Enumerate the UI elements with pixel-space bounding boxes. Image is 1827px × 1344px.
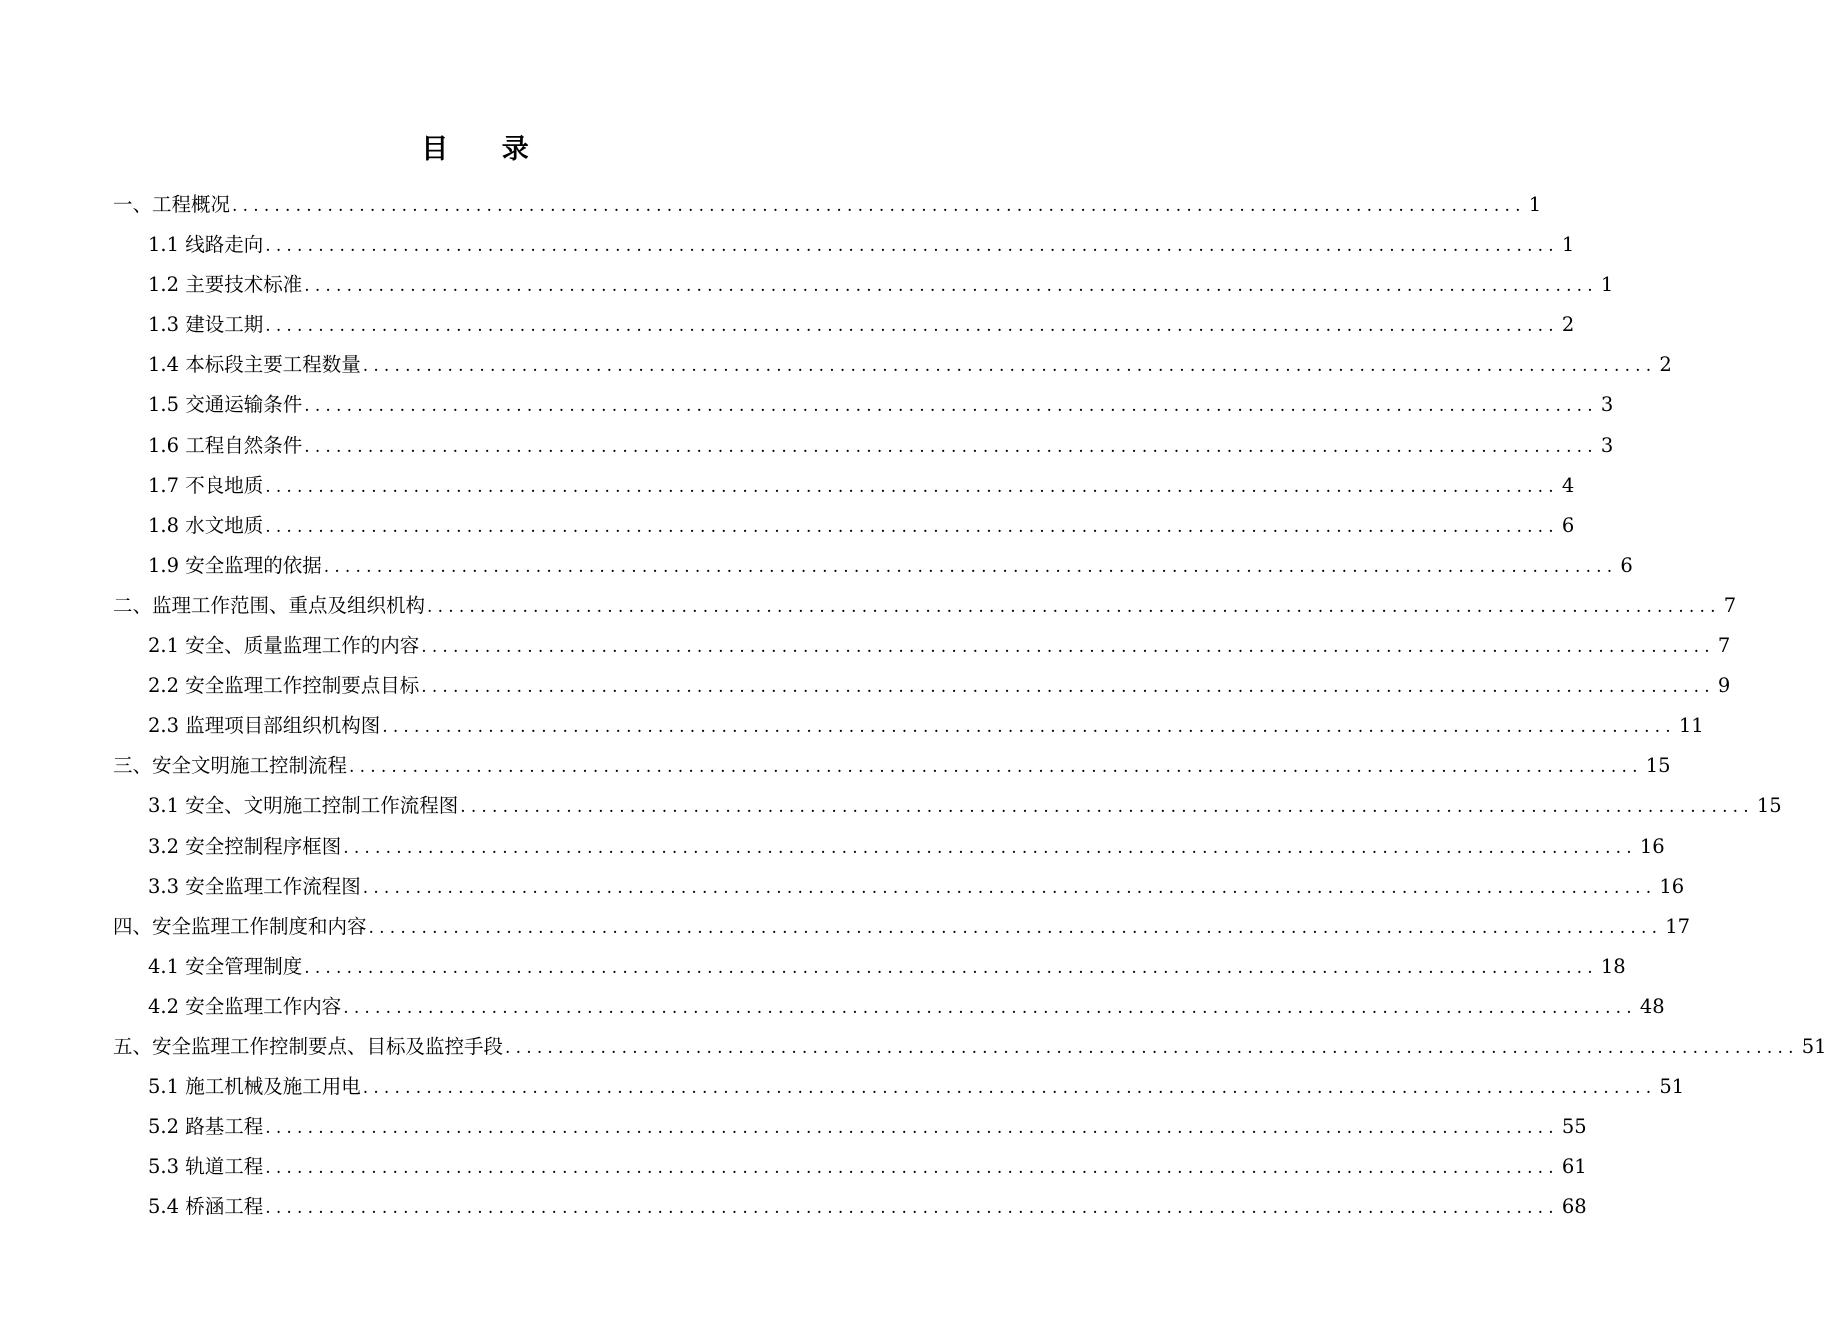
toc-dot-leader: ..........................................................................................................................: [427, 596, 1721, 617]
toc-entry[interactable]: [113, 1107, 1587, 1147]
toc-entry[interactable]: [113, 947, 1626, 987]
toc-dot-leader: ..........................................................................................................................: [362, 877, 1657, 898]
toc-entry-label: 4.1 安全管理制度: [148, 954, 303, 978]
toc-page-number: 3: [1600, 393, 1614, 417]
toc-entry-label: 三、安全文明施工控制流程: [113, 754, 348, 778]
toc-dot-leader: ..........................................................................................................................: [421, 677, 1715, 698]
toc-entry[interactable]: [113, 586, 1737, 626]
toc-page-number: 55: [1561, 1115, 1587, 1139]
toc-entry[interactable]: [113, 185, 1542, 225]
toc-entry-label: 二、监理工作范围、重点及组织机构: [113, 593, 426, 617]
toc-dot-leader: ..........................................................................................................................: [304, 396, 1598, 417]
toc-dot-leader: ..........................................................................................................................: [304, 436, 1598, 457]
toc-entry-label: 2.2 安全监理工作控制要点目标: [148, 674, 420, 698]
toc-entry[interactable]: [113, 426, 1614, 466]
toc-entry[interactable]: [113, 746, 1671, 786]
toc-entry-label: 1.5 交通运输条件: [148, 393, 303, 417]
toc-dot-leader: ..........................................................................................................................: [362, 1078, 1657, 1099]
toc-entry[interactable]: [113, 706, 1704, 746]
toc-entry[interactable]: [113, 1147, 1587, 1187]
toc-entry-label: 1.7 不良地质: [148, 473, 264, 497]
toc-entry[interactable]: [113, 466, 1575, 506]
toc-entry-label: 一、工程概况: [113, 193, 231, 216]
toc-entry-label: 五、安全监理工作控制要点、目标及监控手段: [113, 1034, 504, 1058]
toc-entry-label: 4.2 安全监理工作内容: [148, 994, 342, 1018]
toc-entry[interactable]: [113, 546, 1633, 586]
toc-dot-leader: ..........................................................................................................................: [368, 917, 1663, 938]
toc-dot-leader: ..........................................................................................................................: [265, 1158, 1559, 1179]
toc-dot-leader: ..........................................................................................................................: [265, 1198, 1559, 1219]
toc-dot-leader: ..........................................................................................................................: [304, 276, 1598, 297]
toc-page-number: 6: [1620, 553, 1633, 577]
toc-entry-label: 1.3 建设工期: [148, 313, 264, 337]
toc-page-number: 16: [1639, 834, 1665, 858]
toc-page-number: 15: [1756, 794, 1782, 818]
toc-entry[interactable]: [113, 626, 1731, 666]
toc-entry-label: 5.3 轨道工程: [148, 1155, 264, 1179]
toc-entry[interactable]: [113, 666, 1731, 706]
toc-dot-leader: ..........................................................................................................................: [265, 316, 1559, 337]
toc-entry[interactable]: [113, 345, 1672, 385]
toc-title: 目 录: [421, 134, 551, 165]
toc-entry-label: 四、安全监理工作制度和内容: [113, 914, 367, 938]
toc-entry-label: 5.4 桥涵工程: [148, 1195, 264, 1219]
toc-entry-label: 5.2 路基工程: [148, 1115, 264, 1139]
toc-page-number: 1: [1528, 193, 1542, 216]
toc-page-number: 51: [1659, 1075, 1685, 1099]
toc-dot-leader: ..........................................................................................................................: [362, 356, 1657, 377]
toc-entry[interactable]: [113, 305, 1575, 345]
toc-entry-label: 5.1 施工机械及施工用电: [148, 1075, 361, 1099]
toc-entry[interactable]: [113, 225, 1575, 265]
toc-dot-leader: ..........................................................................................................................: [265, 236, 1559, 257]
toc-entry[interactable]: [113, 827, 1665, 867]
toc-dot-leader: ..........................................................................................................................: [421, 637, 1715, 658]
toc-dot-leader: ..........................................................................................................................: [265, 476, 1559, 497]
toc-dot-leader: ..........................................................................................................................: [232, 196, 1526, 216]
toc-dot-leader: ..........................................................................................................................: [265, 1118, 1559, 1139]
toc-entry-label: 1.2 主要技术标准: [148, 273, 303, 297]
table-of-contents: [113, 185, 1827, 1227]
toc-entry[interactable]: [113, 1067, 1685, 1107]
toc-dot-leader: ..........................................................................................................................: [304, 957, 1598, 978]
toc-entry[interactable]: [113, 506, 1575, 546]
toc-page-number: 18: [1600, 954, 1626, 978]
toc-dot-leader: ..........................................................................................................................: [460, 797, 1754, 818]
toc-dot-leader: ..........................................................................................................................: [323, 556, 1618, 577]
toc-dot-leader: ..........................................................................................................................: [265, 516, 1559, 537]
toc-entry-label: 2.1 安全、质量监理工作的内容: [148, 634, 420, 658]
toc-page-number: 4: [1561, 473, 1575, 497]
toc-page-number: 16: [1659, 874, 1685, 898]
toc-dot-leader: ..........................................................................................................................: [505, 1037, 1799, 1058]
toc-entry[interactable]: [113, 1027, 1827, 1067]
toc-entry-label: 1.8 水文地质: [148, 513, 264, 537]
toc-page-number: 6: [1561, 513, 1575, 537]
toc-entry-label: 3.3 安全监理工作流程图: [148, 874, 361, 898]
toc-entry-label: 2.3 监理项目部组织机构图: [148, 714, 381, 738]
toc-page-number: 11: [1678, 714, 1704, 738]
toc-page-number: 7: [1723, 593, 1737, 617]
toc-page-number: 51: [1801, 1034, 1827, 1058]
toc-page-number: 1: [1561, 233, 1575, 257]
toc-page-number: 9: [1717, 674, 1731, 698]
toc-entry-label: 3.2 安全控制程序框图: [148, 834, 342, 858]
toc-page-number: 68: [1561, 1195, 1587, 1219]
toc-dot-leader: ..........................................................................................................................: [343, 837, 1637, 858]
toc-dot-leader: ..........................................................................................................................: [343, 997, 1637, 1018]
toc-page-number: 3: [1600, 433, 1614, 457]
toc-entry[interactable]: [113, 1187, 1587, 1227]
toc-page-number: 15: [1645, 754, 1671, 778]
toc-entry[interactable]: [113, 867, 1685, 907]
toc-entry-label: 1.1 线路走向: [148, 233, 264, 257]
toc-page-number: 2: [1561, 313, 1575, 337]
toc-entry[interactable]: [113, 987, 1665, 1027]
toc-entry[interactable]: [113, 786, 1782, 826]
toc-entry-label: 1.6 工程自然条件: [148, 433, 303, 457]
toc-entry-label: 3.1 安全、文明施工控制工作流程图: [148, 794, 459, 818]
toc-entry[interactable]: [113, 907, 1691, 947]
toc-page-number: 61: [1561, 1155, 1587, 1179]
toc-entry[interactable]: [113, 265, 1614, 305]
toc-dot-leader: ..........................................................................................................................: [349, 757, 1643, 778]
toc-entry-label: 1.4 本标段主要工程数量: [148, 353, 361, 377]
toc-entry[interactable]: [113, 385, 1614, 425]
toc-entry-label: 1.9 安全监理的依据: [148, 553, 322, 577]
toc-page-number: 1: [1600, 273, 1614, 297]
toc-page-number: 17: [1665, 914, 1691, 938]
toc-page-number: 7: [1717, 634, 1731, 658]
toc-page-number: 48: [1639, 994, 1665, 1018]
toc-page-number: 2: [1659, 353, 1672, 377]
toc-dot-leader: ..........................................................................................................................: [382, 717, 1676, 738]
